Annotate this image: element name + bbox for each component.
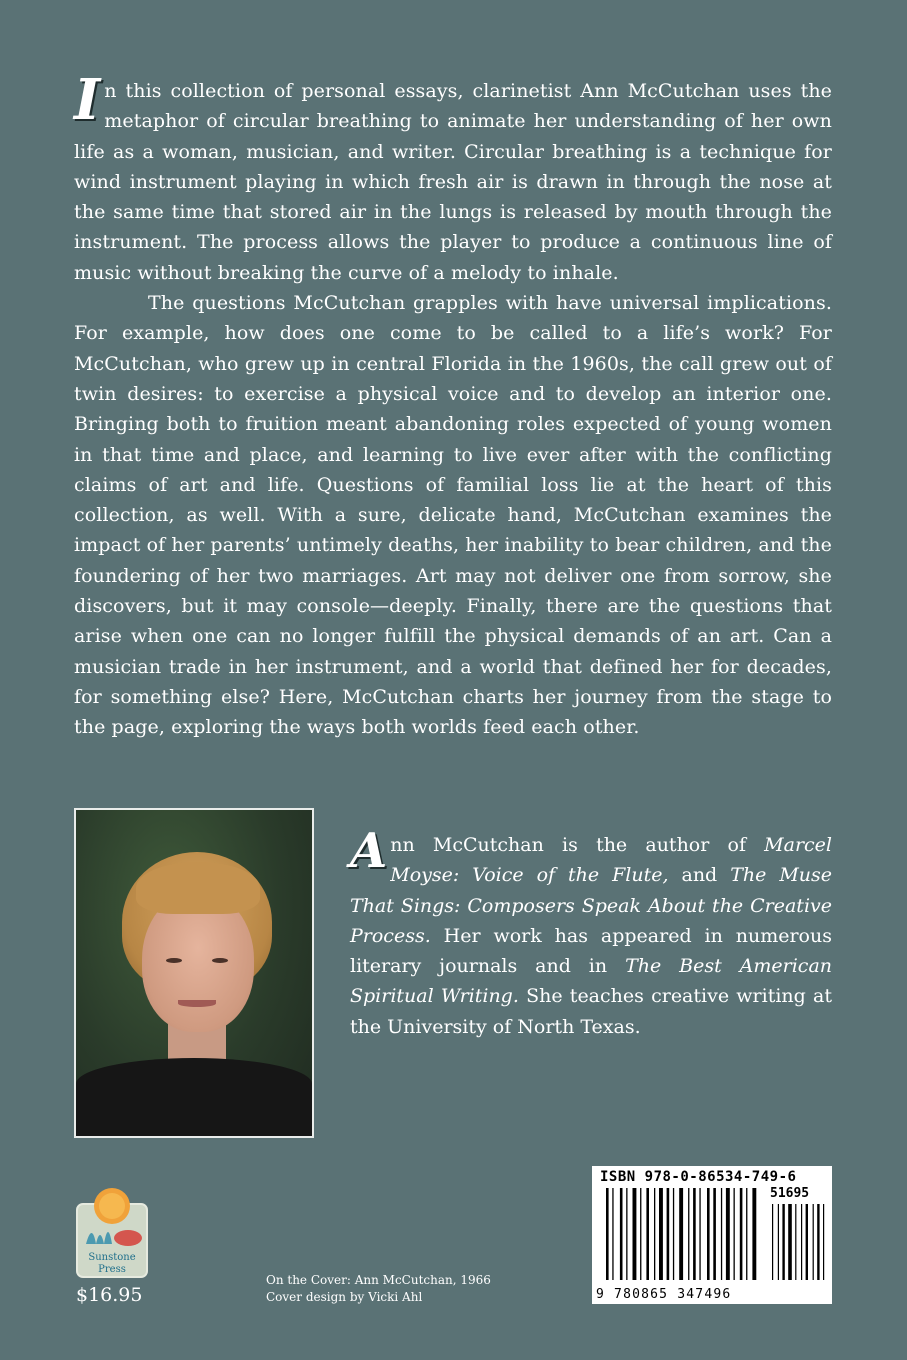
barcode-bars	[592, 1166, 832, 1304]
author-photo	[74, 808, 314, 1138]
bio-text-1: nn McCutchan is the author of	[390, 834, 765, 856]
bio-text-3: Her work has appeared in numerous literary journals and in	[350, 924, 832, 978]
book-title-best-american: The Best American Spiritual Writing.	[350, 955, 833, 1008]
ean-digits: 9 780865 347496	[596, 1287, 732, 1302]
isbn-number: ISBN 978-0-86534-749-6	[600, 1169, 797, 1185]
back-cover-blurb	[74, 67, 832, 743]
publisher-name-line1: Sunstone	[88, 1252, 136, 1263]
bio-text-2: and	[668, 864, 731, 887]
drop-cap-a: A	[350, 823, 388, 879]
drop-cap-i: I	[74, 67, 101, 133]
blurb-paragraph-1-text: n this collection of personal essays, clarinetist Ann McCutchan uses the metaphor of circular breathing to animate her understanding of her own life as a woman, musician, and writer. Circular breathing is a technique for wind instrument playing in which fresh air is drawn in through the nose at the same time that stored air in the lungs is released by mouth through the instrument. The process allows the player to produce a continuous line of music without breaking the curve of a melody to inhale.	[74, 80, 832, 284]
cover-photo-credit: On the Cover: Ann McCutchan, 1966	[266, 1273, 491, 1287]
blurb-paragraph-2: The questions McCutchan grapples with have universal implications. For example, how does one come to be called to a life’s work? For McCutchan, who grew up in central Florida in the 1960s, the call grew out of twin desires: to exercise a physical voice and to develop an interior one. Bringing both to fruition meant abandoning roles expected of young women in that time and place, and learning to live ever after with the conflicting claims of art and life. Questions of familial loss lie at the heart of this collection, as well. With a sure, delicate hand, McCutchan examines the impact of her parents’ untimely deaths, her inability to bear children, and the foundering of her two marriages. Art may not deliver one from sorrow, she discovers, but it may console—deeply. Finally, there are the questions that arise when one can no longer fulfill the physical demands of an art. Can a musician trade in her instrument, and a world that defined her for decades, for something else? Here, McCutchan charts her journey from the stage to the page, exploring the ways both worlds feed each other.	[74, 292, 832, 739]
book-title-muse-that-sings: The Muse That Sings: Composers Speak About the Creative Process.	[350, 864, 833, 947]
publisher-name-line2: Press	[98, 1264, 126, 1275]
cover-credits	[266, 1272, 491, 1306]
author-bio	[350, 823, 833, 1042]
isbn-barcode	[592, 1166, 832, 1304]
sunstone-press-logo	[76, 1186, 148, 1278]
blurb-paragraph-1	[74, 67, 832, 288]
book-title-marcel-moyse: Marcel Moyse: Voice of the Flute,	[390, 834, 832, 887]
cover-design-credit: Cover design by Vicki Ahl	[266, 1290, 423, 1304]
price-addon-code: 51695	[770, 1186, 810, 1201]
bio-text-4: She teaches creative writing at the University of North Texas.	[350, 985, 832, 1038]
price: $16.95	[76, 1284, 143, 1306]
